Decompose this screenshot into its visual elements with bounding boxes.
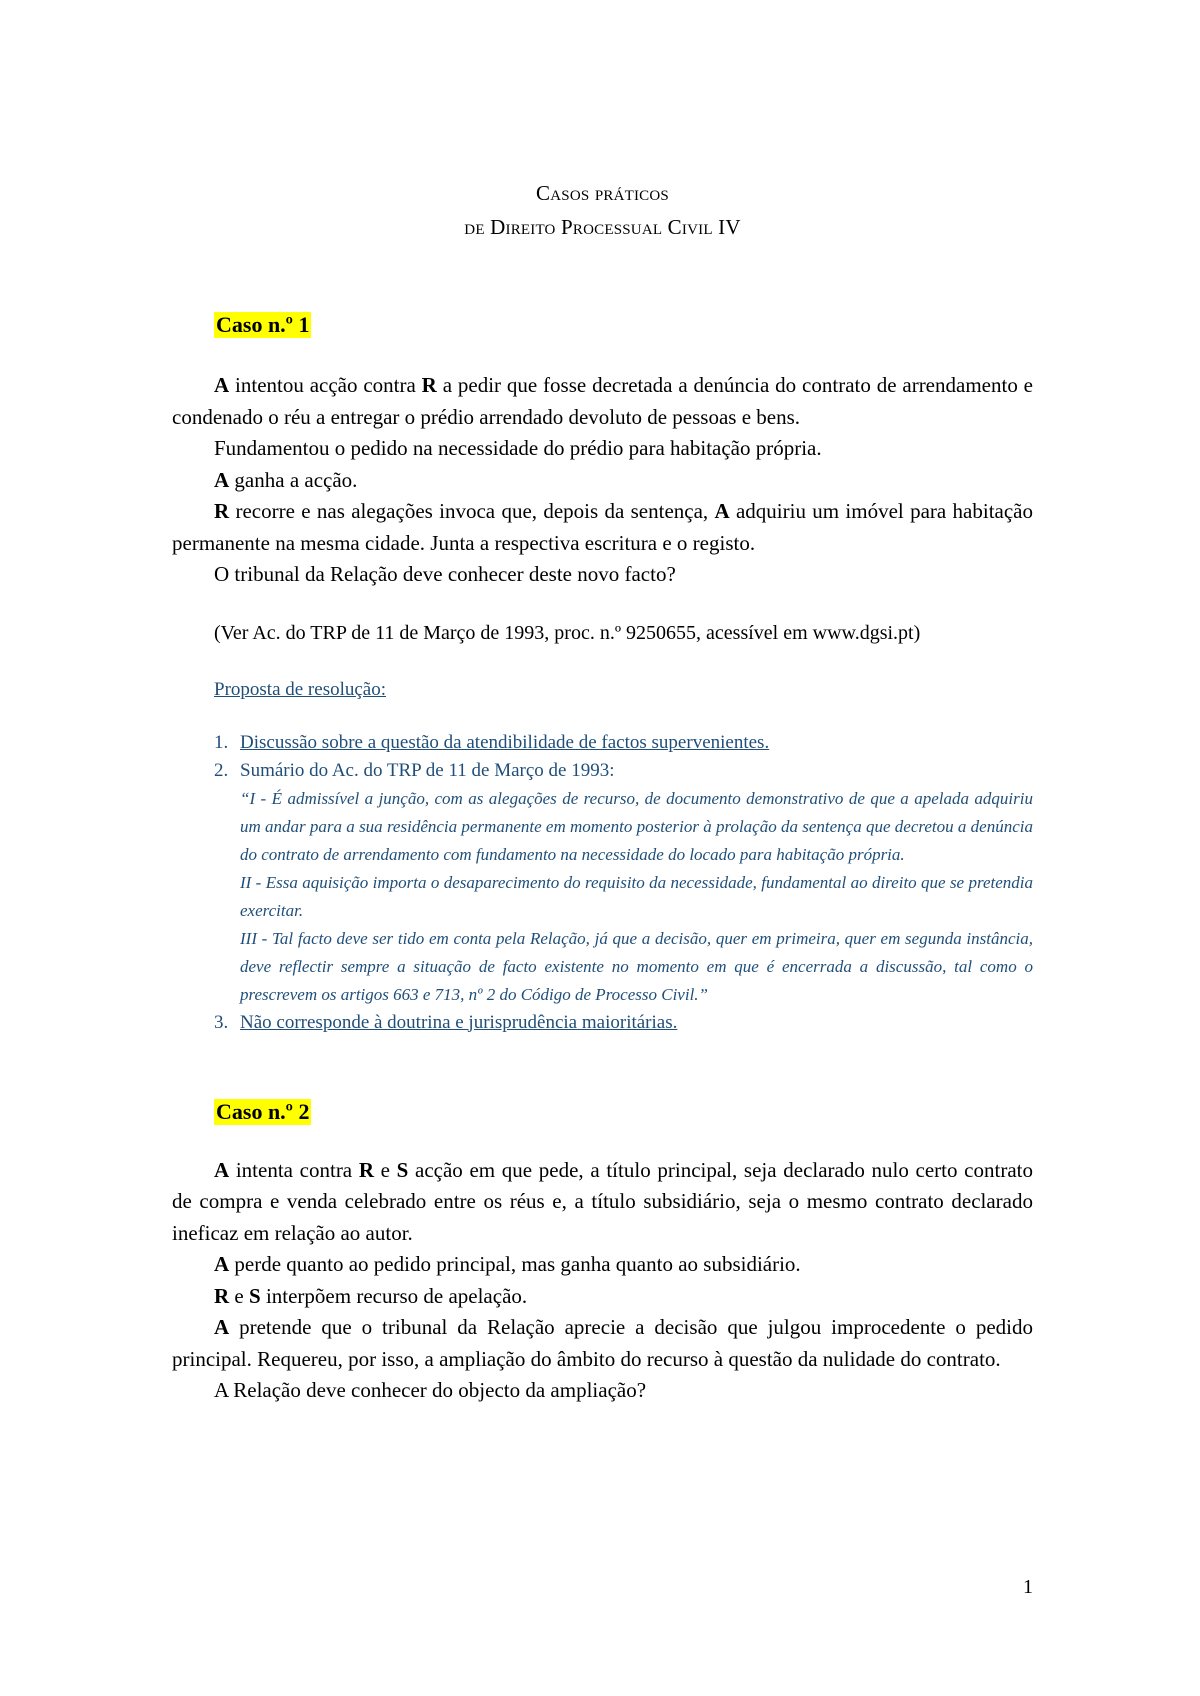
quote-point-3: III - Tal facto deve ser tido em conta pela Relação, já que a decisão, quer em primeira, quer em segunda instância, deve reflectir sempre a situação de facto existente no momento em que é encerrada a discussão, tal como o prescrevem os artigos 663 e 713, nº 2 do Código de Processo Civil.”	[240, 928, 1033, 1004]
case-1-question: O tribunal da Relação deve conhecer deste novo facto?	[214, 562, 676, 586]
resolution-list	[172, 729, 1033, 1037]
title-line-2: de Direito Processual Civil IV	[464, 215, 741, 239]
resolution-item-3: 3. Não corresponde à doutrina e jurisprudência maioritárias.	[214, 1011, 678, 1033]
case-2-question: A Relação deve conhecer do objecto da ampliação?	[214, 1378, 647, 1402]
page-number: 1	[1023, 1576, 1033, 1598]
case-2-paragraph-4: A pretende que o tribunal da Relação aprecie a decisão que julgou improcedente o pedido principal. Requereu, por isso, a ampliação do âmbito do recurso à questão da nulidade do contrato.	[172, 1315, 1033, 1371]
case-1-reference-note: (Ver Ac. do TRP de 11 de Março de 1993, proc. n.º 9250655, acessível em www.dgsi.pt)	[214, 621, 921, 644]
proposal-title: Proposta de resolução:	[214, 678, 387, 700]
case-2-body	[172, 1155, 1033, 1407]
case-2-paragraph-3: R e S interpõem recurso de apelação.	[214, 1283, 528, 1308]
case-1-paragraph-4: R recorre e nas alegações invoca que, depois da sentença, A adquiriu um imóvel para habitação permanente na mesma cidade. Junta a respectiva escritura e o registo.	[172, 499, 1033, 555]
case-1-body	[172, 370, 1033, 591]
case-2-heading: Caso n.º 2	[216, 1098, 310, 1124]
resolution-item-2: 2. Sumário do Ac. do TRP de 11 de Março de 1993: “I - É admissível a junção, com as alegações de recurso, de documento demonstrativo de que a apelada adquiriu um andar para a sua residência permanente em momento posterior à prolação da sentença que decretou a denúncia do contrato de arrendamento com fundamento na necessidade do locado para habitação própria. II - Essa aquisição importa o desaparecimento do requisito da necessidade, fundamental ao direito que se pretendia exercitar. III - Tal facto deve ser tido em conta pela Relação, já que a decisão, quer em primeira, quer em segunda instância, deve reflectir sempre a situação de facto existente no momento em que é encerrada a discussão, tal como o prescrevem os artigos 663 e 713, nº 2 do Código de Processo Civil.”	[172, 757, 1033, 1009]
case-1-paragraph-3: A ganha a acção.	[214, 467, 358, 492]
case-1-heading: Caso n.º 1	[216, 312, 310, 337]
title-line-1: Casos práticos	[536, 181, 669, 205]
resolution-item-1: 1. Discussão sobre a questão da atendibilidade de factos supervenientes.	[214, 731, 770, 753]
case-2-paragraph-2: A perde quanto ao pedido principal, mas ganha quanto ao subsidiário.	[214, 1252, 801, 1276]
case-1-paragraph-2: Fundamentou o pedido na necessidade do prédio para habitação própria.	[214, 436, 822, 460]
document-title	[172, 176, 1033, 244]
judgment-summary-quote	[240, 785, 1033, 1009]
quote-point-2: II - Essa aquisição importa o desaparecimento do requisito da necessidade, fundamental ao direito que se pretendia exercitar.	[240, 872, 1033, 920]
quote-point-1: “I - É admissível a junção, com as alegações de recurso, de documento demonstrativo de que a apelada adquiriu um andar para a sua residência permanente em momento posterior à prolação da sentença que decretou a denúncia do contrato de arrendamento com fundamento na necessidade do locado para habitação própria.	[240, 788, 1033, 864]
case-2-paragraph-1: A intenta contra R e S acção em que pede, a título principal, seja declarado nulo certo contrato de compra e venda celebrado entre os réus e, a título subsidiário, seja o mesmo contrato declarado ineficaz em relação ao autor.	[172, 1157, 1033, 1245]
case-1-paragraph-1: A intentou acção contra R a pedir que fosse decretada a denúncia do contrato de arrendamento e condenado o réu a entregar o prédio arrendado devoluto de pessoas e bens.	[172, 373, 1033, 429]
